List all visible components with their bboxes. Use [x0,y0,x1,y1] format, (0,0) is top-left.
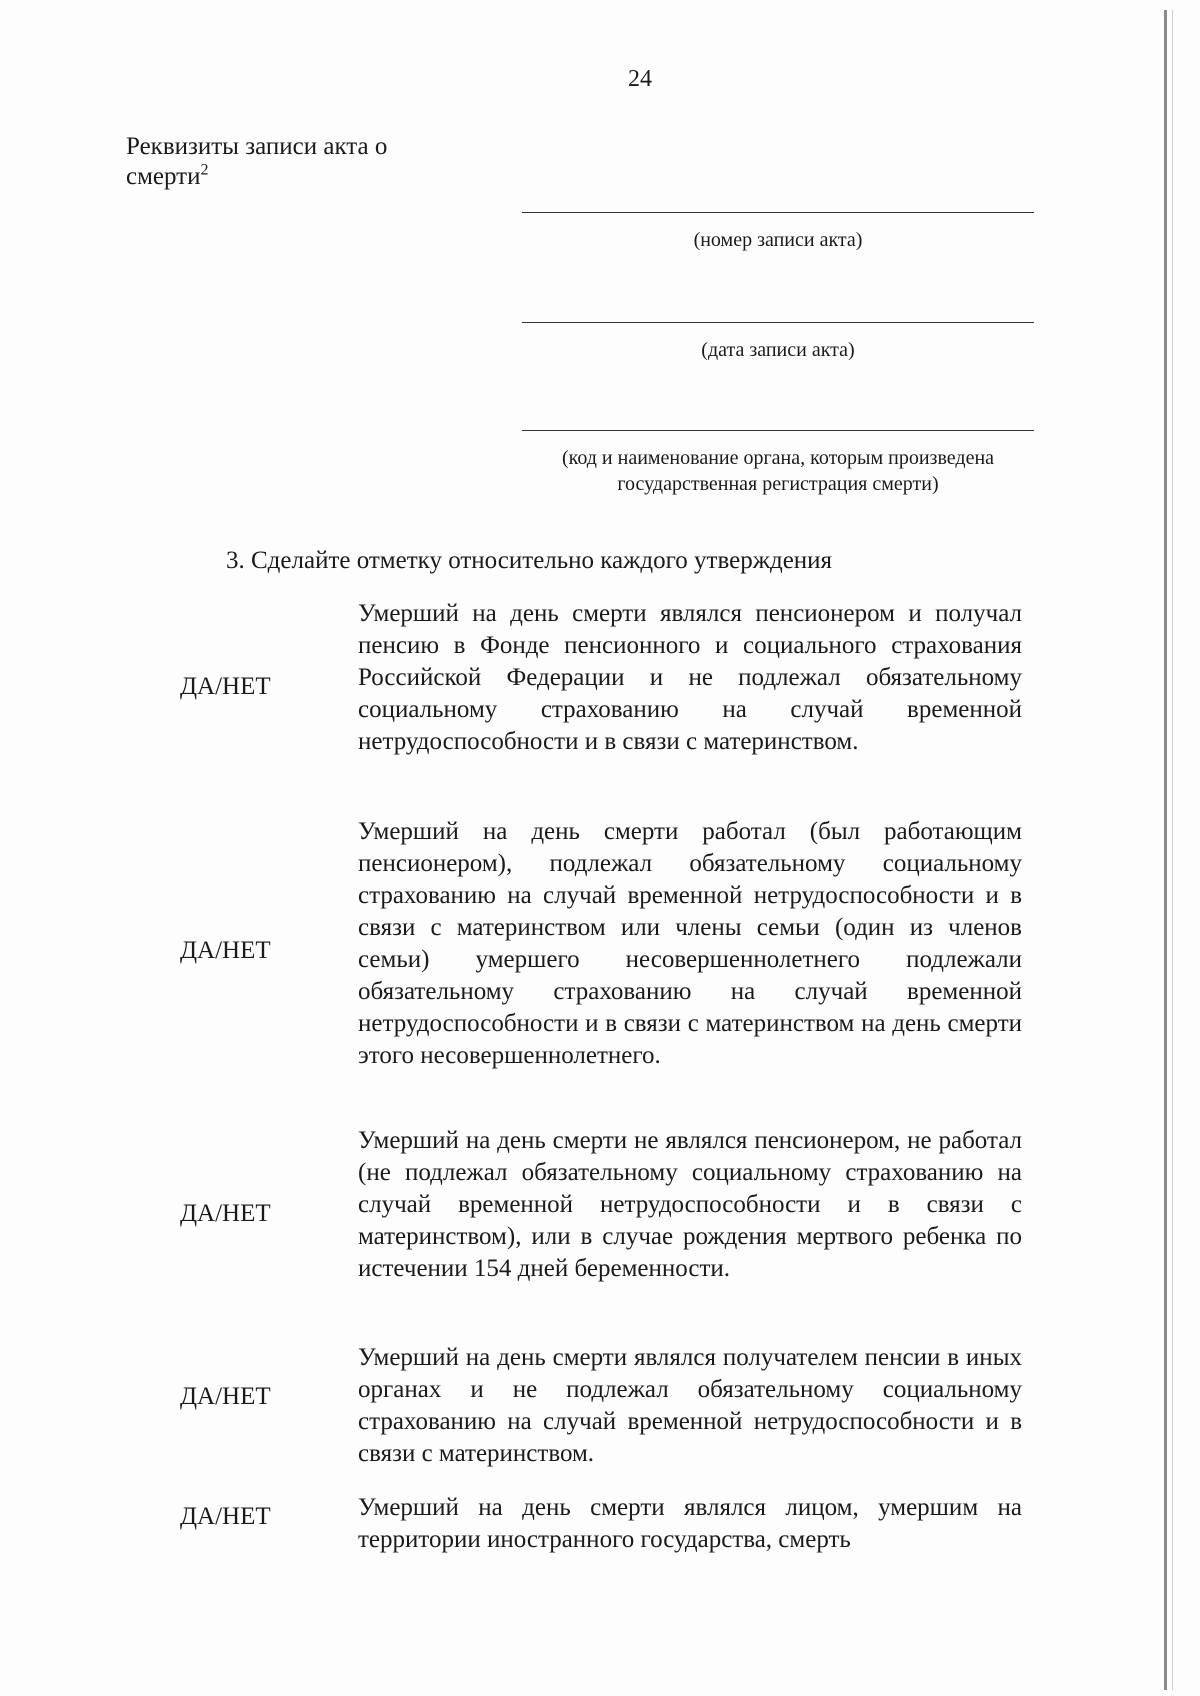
page-number: 24 [628,66,652,92]
registration-authority-line [522,430,1034,431]
footnote-marker: 2 [200,161,209,179]
statement-text: Умерший на день смерти являлся получателем пенсии в иных органах и не подлежал обязательному социальному страхованию на случай временной нетрудоспособности и в связи с материнством. [358,1344,1022,1467]
record-date-caption: (дата записи акта) [701,339,855,361]
requisites-heading-text: Реквизиты записи акта о смерти [126,133,388,190]
record-number-field [522,212,1034,253]
yes-no-mark: ДА/НЕТ [180,1383,271,1410]
record-date-line [522,322,1034,323]
yes-no-mark: ДА/НЕТ [180,673,271,700]
scan-edge-line [1164,10,1167,1690]
record-number-caption: (номер записи акта) [693,229,863,251]
registration-authority-field [522,430,1034,497]
scan-edge-faint-line [1172,10,1173,1690]
requisites-heading [126,132,446,192]
yes-no-mark: ДА/НЕТ [180,937,271,964]
record-number-line [522,212,1034,213]
record-date-field [522,322,1034,363]
section-heading: 3. Сделайте отметку относительно каждого утверждения [226,547,833,574]
statement-text: Умерший на день смерти работал (был работающим пенсионером), подлежал обязательному социальному страхованию на случай временной нетрудоспособности и в связи с материнством или члены семьи (один из членов семьи) умершего несовершеннолетнего подлежали обязательному страхованию на случай временной нетрудоспособности и в связи с материнством на день смерти этого несовершеннолетнего. [358,818,1022,1069]
statement-text: Умерший на день смерти являлся лицом, умершим на территории иностранного государства, смерть [358,1494,1022,1553]
yes-no-mark: ДА/НЕТ [180,1503,271,1530]
registration-authority-caption: (код и наименование органа, которым произведена государственная регистрация смерти) [561,447,995,495]
statement-text: Умерший на день смерти не являлся пенсионером, не работал (не подлежал обязательному социальному страхованию на случай временной нетрудоспособности и в связи с материнством), или в случае рождения мертвого ребенка по истечении 154 дней беременности. [358,1127,1022,1282]
yes-no-mark: ДА/НЕТ [180,1200,271,1227]
statement-text: Умерший на день смерти являлся пенсионером и получал пенсию в Фонде пенсионного и социального страхования Российской Федерации и не подлежал обязательному социальному страхованию на случай временной нетрудоспособности и в связи с материнством. [358,600,1022,755]
